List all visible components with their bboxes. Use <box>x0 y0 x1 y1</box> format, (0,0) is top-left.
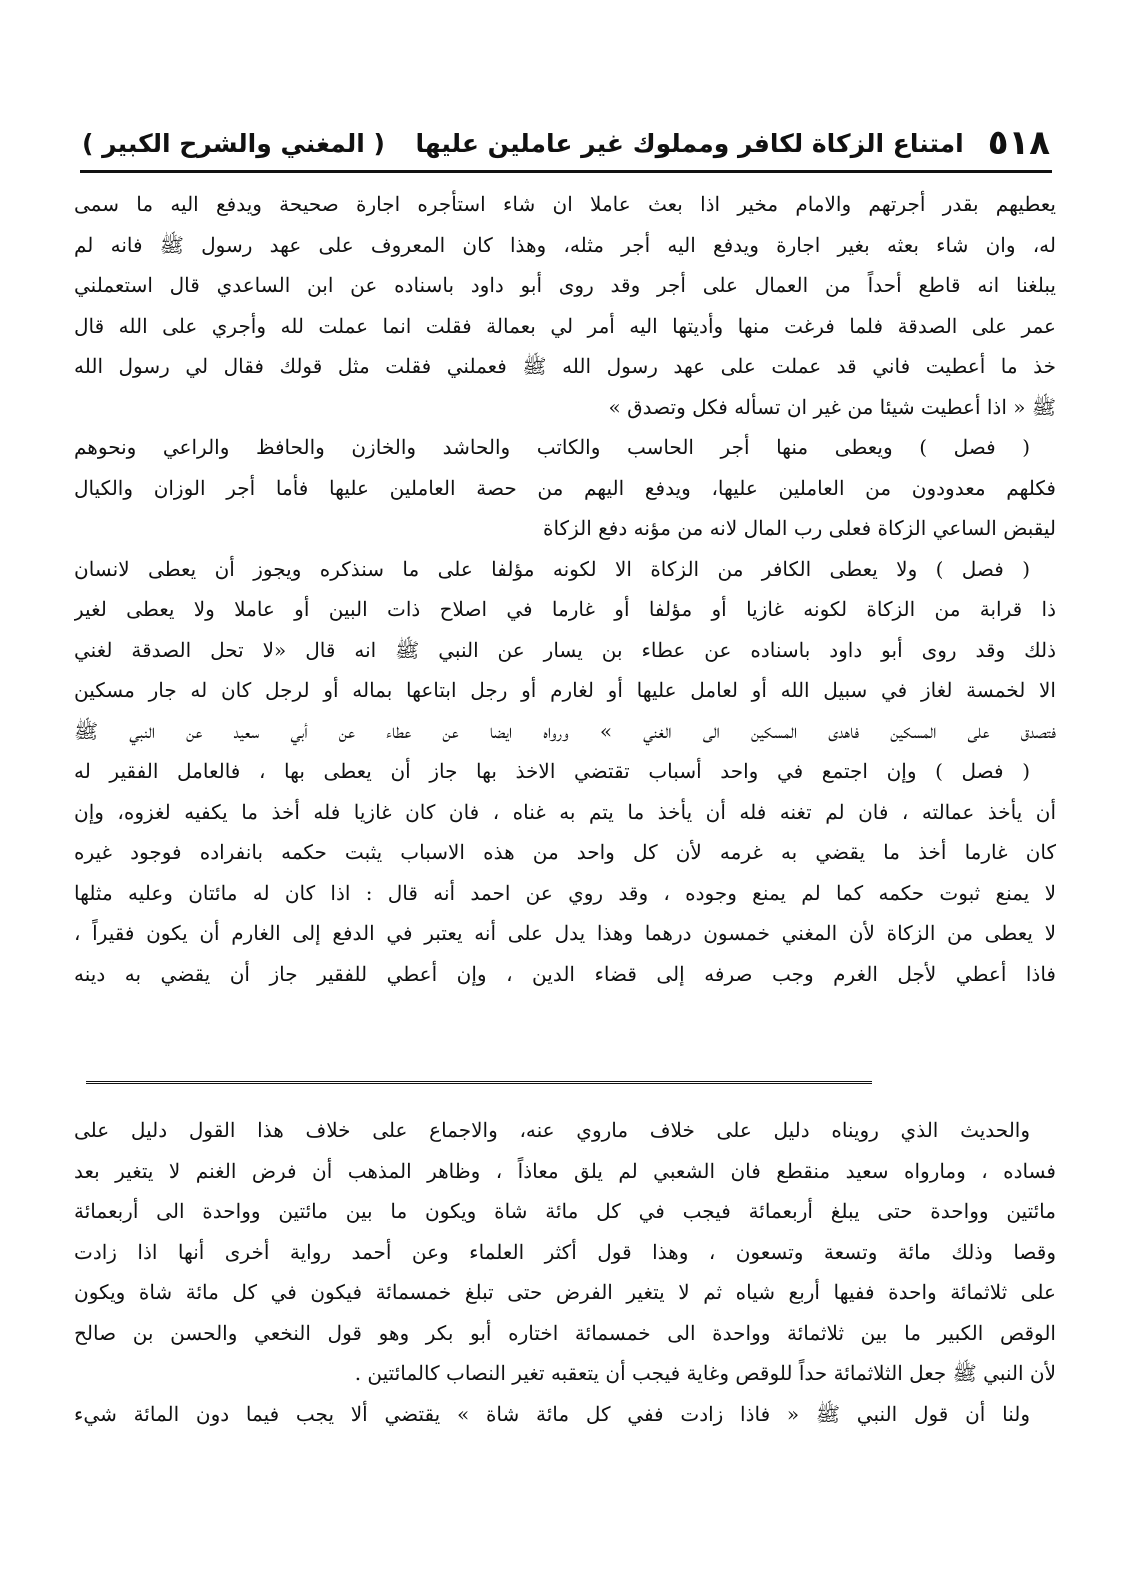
text-line: يبلغنا انه قاطع أحداً من العمال على أجر وقد روى أبو داود باسناده عن ابن الساعدي قال استعملني <box>74 273 1056 297</box>
text-line: عمر على الصدقة فلما فرغت منها وأديتها اليه أمر لي بعمالة فقلت انما عملت لله وأجري على الله قال <box>74 313 1056 338</box>
text-line: ذلك وقد روى أبو داود باسناده عن عطاء بن يسار عن النبي ﷺ انه قال «لا تحل الصدقة لغني <box>74 637 1056 662</box>
text-line: مائتين وواحدة حتى يبلغ أربعمائة فيجب في كل مائة شاة ويكون ما بين مائتين وواحدة الى أربعمائة <box>74 1199 1056 1223</box>
text-line: ( فصل ) وإن اجتمع في واحد أسباب تقتضي الاخذ بها جاز أن يعطى بها ، فالعامل الفقير له <box>74 759 1030 783</box>
text-line: ولنا أن قول النبي ﷺ « فاذا زادت ففي كل مائة شاة » يقتضي ألا يجب فيما دون المائة شيء <box>74 1401 1030 1426</box>
text-line: لا يعطى من الزكاة لأن المغني خمسون درهما وهذا يدل على أنه يعتبر في الدفع إلى الغارم أن يكون فقيراً ، <box>74 921 1056 945</box>
text-line: أن يأخذ عمالته ، فان لم تغنه فله أن يأخذ ما يتم به غناه ، فان كان غازيا فله أخذ ما يكفيه لغزوه، وإن <box>74 799 1056 824</box>
footnote-text <box>74 1110 1056 1434</box>
text-line: كان غارما أخذ ما يقضي به غرمه لأن كل واحد من هذه الاسباب يثبت حكمه بانفراده فوجود غيره <box>74 840 1056 864</box>
book-title: ( المغني والشرح الكبير ) <box>82 128 385 158</box>
text-line: خذ ما أعطيت فاني قد عملت على عهد رسول الله ﷺ فعملني فقلت مثل قولك فقال لي رسول الله <box>74 354 1056 378</box>
text-line: فساده ، ومارواه سعيد منقطع فان الشعبي لم يلق معاذاً ، وظاهر المذهب أن فرض الغنم لا يتغير بعد <box>74 1158 1056 1183</box>
text-line: والحديث الذي رويناه دليل على خلاف ماروي عنه، والاجماع على خلاف هذا القول دليل على <box>74 1118 1030 1142</box>
text-line: ( فصل ) ويعطى منها أجر الحاسب والكاتب والحاشد والخازن والحافظ والراعي ونحوهم <box>74 435 1030 459</box>
header-rule <box>80 170 1052 173</box>
text-line: ذا قرابة من الزكاة لكونه غازيا أو مؤلفا أو غارما في اصلاح ذات البين أو عاملا ولا يعطى لغير <box>74 597 1056 621</box>
text-line: فاذا أعطي لأجل الغرم وجب صرفه إلى قضاء الدين ، وإن أعطي للفقير جاز أن يقضي به دينه <box>74 961 1056 986</box>
text-line: فكلهم معدودون من العاملين عليها، ويدفع اليهم من حصة العاملين عليها فأما أجر الوزان والكيال <box>74 475 1056 500</box>
text-line: يعطيهم بقدر أجرتهم والامام مخير اذا بعث عاملا ان شاء استأجره اجارة صحيحة ويدفع اليه ما سمى <box>74 192 1056 216</box>
text-line: ﷺ « اذا أعطيت شيئا من غير ان تسأله فكل وتصدق » <box>608 394 1056 419</box>
text-line: له، وان شاء بعثه بغير اجارة ويدفع اليه أجر مثله، وهذا كان المعروف على عهد رسول ﷺ فانه لم <box>74 232 1056 257</box>
text-line: لا يمنع ثبوت حكمه كما لم يمنع وجوده ، وقد روي عن احمد أنه قال : اذا كان له مائتان وعليه مثلها <box>74 880 1056 905</box>
text-line: ليقبض الساعي الزكاة فعلى رب المال لانه من مؤنه دفع الزكاة <box>542 516 1056 540</box>
text-line: الوقص الكبير ما بين ثلاثمائة وواحدة الى خمسمائة اختاره أبو بكر وهو قول النخعي والحسن بن صالح <box>74 1320 1056 1345</box>
text-line: ( فصل ) ولا يعطى الكافر من الزكاة الا لكونه مؤلفا على ما سنذكره ويجوز أن يعطى لانسان <box>74 556 1030 581</box>
page-header <box>82 118 1050 168</box>
text-line: لأن النبي ﷺ جعل الثلاثمائة حداً للوقص وغاية فيجب أن يتعقبه تغير النصاب كالمائتين . <box>354 1361 1056 1385</box>
text-line: وقصا وذلك مائة وتسعة وتسعون ، وهذا قول أكثر العلماء وعن أحمد رواية أخرى أنها اذا زادت <box>74 1239 1056 1264</box>
text-line: الا لخمسة لغاز في سبيل الله أو لعامل عليها أو لغارم أو رجل ابتاعها بماله أو لرجل كان له جار مسكين <box>74 678 1056 702</box>
text-line: على ثلاثمائة واحدة ففيها أربع شياه ثم لا يتغير الفرض حتى تبلغ خمسمائة فيكون في كل مائة شاة ويكون <box>74 1280 1056 1304</box>
main-text <box>74 184 1056 994</box>
text-line: فتصدق على المسكين فاهدى المسكين الى الغني » ورواه ايضا عن عطاء عن أبي سعيد عن النبي ﷺ <box>74 718 1056 743</box>
footnote-separator <box>86 1081 872 1086</box>
page-number: ٥١٨ <box>987 123 1050 163</box>
chapter-title: امتناع الزكاة لكافر ومملوك غير عاملين عليها <box>415 128 964 158</box>
